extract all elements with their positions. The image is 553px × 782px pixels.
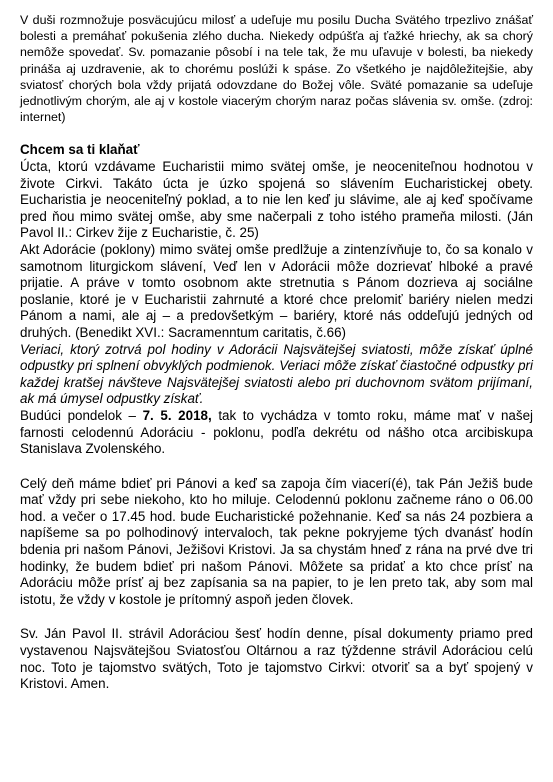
paragraph-john-paul: Sv. Ján Pavol II. strávil Adoráciou šesť hodín denne, písal dokumenty priamo pred vystavenou Najsvätejšou Sviatosťou Oltárnou a raz týždenne strávil Adoráciou celú noc. Toto je tajomstvo svätých, Toto je tajomstvo Cirkvi: otvoriť sa a byť spojený v Kristovi. Amen. <box>20 626 533 692</box>
section-heading: Chcem sa ti klaňať <box>20 142 140 158</box>
paragraph-eucharist-veneration: Úcta, ktorú vzdávame Eucharistii mimo svätej omše, je neoceniteľnou hodnotou v živote Cirkvi. Takáto úcta je úzko spojená so slávením Eucharistickej obety. Eucharistia je neoceniteľný poklad, a to nie len keď ju slávime, ale aj keď spočívame pred ňou mimo svätej omše, aby sme načerpali z toho istého prameňa milosti. (Ján Pavol II.: Cirkev žije z Eucharistie, č. 25) <box>20 159 533 241</box>
adoration-date: 7. 5. 2018, <box>142 407 212 423</box>
spacer <box>20 125 533 142</box>
date-intro: Budúci pondelok – <box>20 407 143 423</box>
paragraph-schedule: Celý deň máme bdieť pri Pánovi a keď sa zapoja čím viacerí(é), tak Pán Ježiš bude mať vždy pri sebe niekoho, kto ho miluje. Celodennú poklonu začneme ráno o 06.00 hod. a večer o 17.45 hod. bude Eucharistické požehnanie. Keď sa nás 24 pozbiera a napíšeme sa po polhodinový intervaloch, tak pekne pokryjeme tých dvanásť hodín bdenia pri našom Pánovi, Ježišovi Kristovi. Ja sa chystám hneď z rána na prvé dve tri hodinky, že budem bdieť pri našom Pánovi. Môžete sa pridať a kto chce prísť na Adoráciu môže prísť aj bez zapísania sa na papier, to je len preto tak, aby som mal istotu, že vždy v kostole je prítomný aspoň jeden človek. <box>20 475 533 607</box>
date-details: tak to vychádza v tomto roku, máme mať v našej farnosti celodennú Adoráciu - poklonu, podľa dekrétu od nášho otca arcibiskupa Stanislava Zvolenského. <box>20 407 533 457</box>
indulgences-text: Veriaci, ktorý zotrvá pol hodiny v Adorácii Najsvätejšej sviatosti, môže získať úplné odpustky pri splnení obvyklých podmienok. Veriaci môže získať čiastočné odpustky pri každej kratšej návšteve Najsvätejšej sviatosti alebo pri duchovnom svätom prijímaní, ak má úmysel odpustky získať. <box>20 341 533 407</box>
paragraph-adoration-date <box>20 408 533 458</box>
paragraph-adoration-act: Akt Adorácie (poklony) mimo svätej omše predlžuje a zintenzívňuje to, čo sa konalo v samotnom liturgickom slávení, Veď len v Adorácii môže dozrievať hlboké a pravé prijatie. A práve v tomto osobnom akte stretnutia s Pánom dozrieva aj sociálne poslanie, ktoré je v Eucharistii zahrnuté a ktoré chce prelomiť bariéry nielen medzi Pánom a nami, ale aj – a predovšetkým – bariéry, ktoré nás oddeľujú jedných od druhých. (Benedikt XVI.: Sacramenntum caritatis, č.66) <box>20 241 533 340</box>
spacer <box>20 608 533 626</box>
paragraph-indulgences <box>20 342 533 408</box>
spacer <box>20 458 533 476</box>
paragraph-sacrament-anointing: V duši rozmnožuje posväcujúcu milosť a udeľuje mu posilu Ducha Svätého trpezlivo znášať bolesti a premáhať pokušenia zlého ducha. Niekedy odpúšťa aj ťažké hriechy, ak sa chorý nemôže spovedať. Sv. pomazanie pôsobí i na tele tak, že mu uľavuje v bolesti, ba niekedy prináša aj uzdravenie, ak to chorému poslúži k spáse. Zo všetkého je najdôležitejšie, aby sviatosť chorých bola vždy prijatá odovzdane do Božej vôle. Sväté pomazanie sa udeľuje jednotlivým chorým, ale aj v kostole viacerým chorým naraz počas slávenia sv. omše. (zdroj: internet) <box>20 13 533 125</box>
